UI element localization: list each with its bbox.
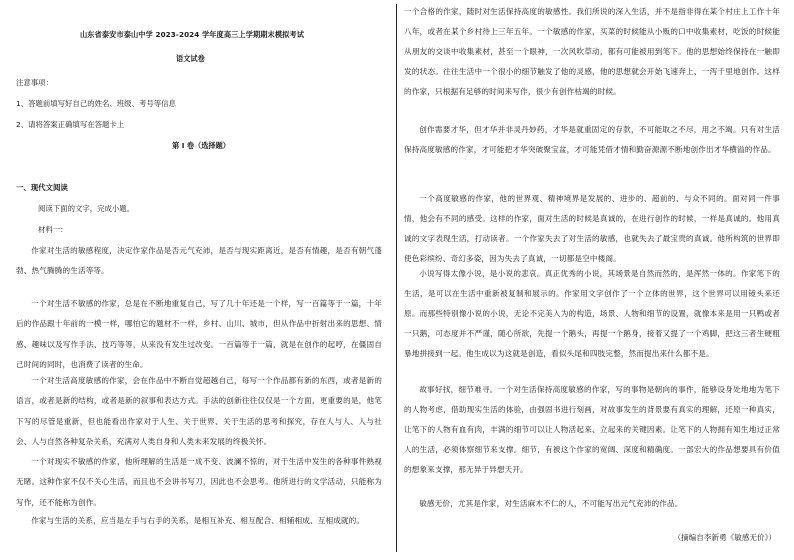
left-paragraph-5: 作家与生活的关系，应当是左手与右手的关系，是相互补充、相互配合、相辅相成、互相成就的。 [31, 516, 365, 525]
left-paragraph-4: 一个对现实不敏感的作家，他所理解的生活是一成不变、波澜不惊的，对于生活中发生的各种事件熟视无睹。这种作家不仅不关心生活，而且也不会讲书写刀，因此也不会思考。他所进行的文学活动，只能称为写作，还不能称为创作。 [16, 457, 382, 507]
left-paragraph-2: 一个对生活不敏感的作家，总是在不断地重复自己，写了几十年还是一个样，写一百篇等于一篇，十年后的作品跟十年前的一模一样，哪怕它的题材不一样，乡村、山川、城市，但从作品中折射出来的思想、情感、趣味以及写作手法、技巧等等，从来没有发生过改变。一百篇等于一篇，就是在创作的起哼，在僵固自己时间的同时，也消费了读者的生命。 [16, 299, 382, 370]
volume-title: 第 I 卷（选择题） [172, 141, 230, 150]
right-paragraph-2: 创作需要才华，但才华并非灵丹妙药，才华是就重固定的存款，不可能取之不尽，用之不竭。只有对生活保持高度敏感的作家，才可能把才华突破聚宝盆，才可能凭借才情和勤奋源源不断地创作出才华横溢的作品。 [404, 125, 780, 154]
right-paragraph-1: 一个合格的作家，随时对生活保持高度的敏感性。我们所说的深入生活，并不是指非得在某个村庄上工作十年八年，或者在某个乡村待上三年五年。一个敏感的作家，买菜的时候能从小贩的口中收集素材，吃饭的时候能从朋友的交谈中收集素材，甚至一个眼神，一次风吹草动，都有可能被用到笔下。他的思想始终保持在一触即发的状态。往往生活中一个很小的细节触发了他的灵感，他的思想就会开始飞速奔上、一泻千里地创作。这样的作家，只根据有足够的时间来写作，很少有创作枯竭的时候。 [404, 7, 780, 96]
section-heading: 一、现代文阅读 [16, 183, 68, 192]
notes-heading: 注意事项： [16, 78, 53, 87]
note-item-2: 2、请将答案正确填写在答题卡上 [16, 120, 125, 129]
column-divider [396, 4, 397, 552]
right-paragraph-4: 小说写得太像小说，是小说的悲哀。真正优秀的小说，其场景是自然而然的，是浑然一体的。作家笔下的生活，是可以在生活中重新被复制和展示的。作家用文字创作了一个立体的世界，这个世界可以用镜头来还原。而那些特别像小说的小说，无论不完美入为的构造，场景、人物和细节的设置，就像本来是用一只鸭或者一只鹅，可态度并不严谨，随心所欲，先提一个鹅头，再提一个鹅身，接着又提了一个鸡脚，把这三者生硬粗暴地拼接到一起。他生成以为这就是创造，看似头尾和四肢完整，然而提出来什么都不是。 [404, 269, 780, 358]
note-item-1: 1、答题前填写好自己的姓名、班级、考号等信息 [16, 99, 176, 108]
source-citation: （摘编自李新勇《敏感无价》） [673, 533, 776, 542]
left-paragraph-3: 一个对生活高度敏感的作家，会在作品中不断自觉超越自己，每写一个作品都有新的东西，或者是新的语言，或者是新的结构，或者是新的叙事和表达方式。手法的创新往往仅仅是一个方面，更重要的是，他笔下写的尽管是重新，但也能看出作家对于人生、关于世界、关于生活的思考和探究，存在人与人、人与社会、人与自然各种复杂关系，充满对人类自身和人类未来发展的终极关怀。 [16, 376, 382, 447]
exam-subject: 语文试卷 [176, 54, 205, 63]
right-paragraph-5: 故事好找，细节难寻。一个对生活保持高度敏感的作家，写的事物是朝向的事件，能够设身处地地为笔下的人物考虑，借助现实生活的体验，由强固书进行刻画，对故事发生的背景要有真实的理解，还原一种真实，让笔下的人物有血有肉，丰满的细节可以让人物活起来、立起来的关键因素。让笔下的人物拥有知生地过正常人的生活，必须体察细节来支撑。细节，有被这个作家的宽阔、深度和精确度。一部宏大的作品想要具有价值的想象来支撑，那无异于异想天开。 [404, 385, 780, 474]
right-paragraph-3: 一个高度敏感的作家，他的世界观、精神境界是发展的、进步的、超前的、与众不同的。面对同一件事情，他会有不同的感受。这样的作家，面对生活的时候是真诚的，在进行创作的时候，一样是真诚的。他用真诚的文字表现生活，打动读者。一个作家失去了对生活的敏感，也就失去了最宝贵的真诚。他所构筑的世界即使色彩缤纷、奇幻多姿，因为失去了真诚，一切都是空中楼阁。 [404, 194, 780, 263]
reading-instruction: 阅读下面的文字，完成小题。 [38, 204, 135, 213]
left-paragraph-1: 作家对生活的敏感程度，决定作家作品是否元气充沛，是否与现实距离近，是否有情趣，是否有朝气蓬勃、热气腾腾的生活等等。 [16, 246, 382, 276]
exam-title: 山东省泰安市泰山中学 2023-2024 学年度高三上学期期末模拟考试 [80, 30, 304, 39]
material-label: 材料一： [38, 225, 68, 234]
right-paragraph-6: 敏感无价，尤其是作家，对生活麻木不仁的人，不可能写出元气充沛的作品。 [419, 499, 683, 508]
